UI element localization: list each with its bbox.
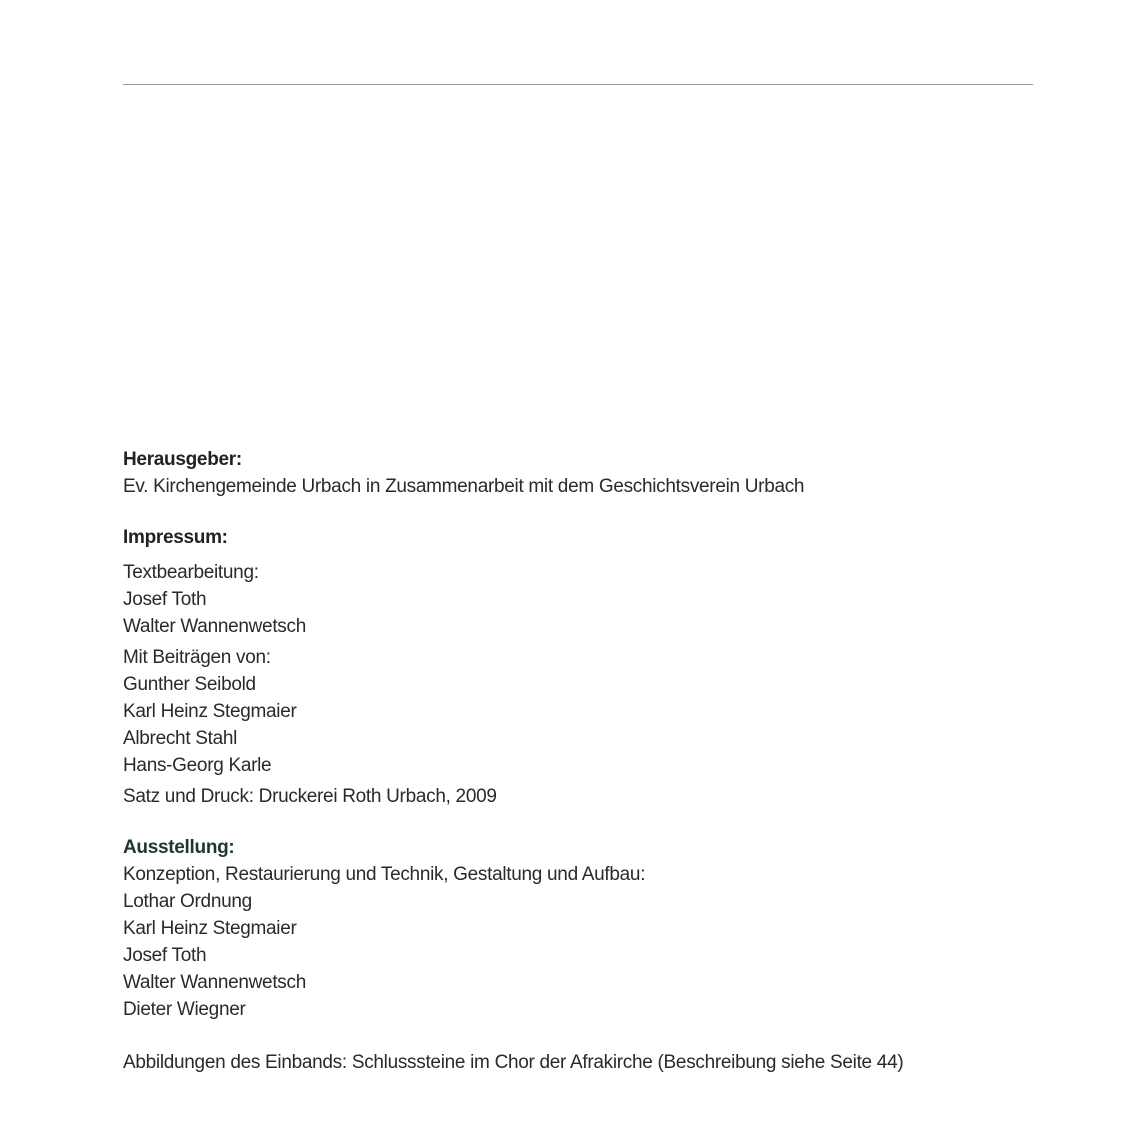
ausstellung-person: Karl Heinz Stegmaier (123, 918, 297, 939)
satz-und-druck: Satz und Druck: Druckerei Roth Urbach, 2009 (123, 786, 497, 807)
imprint-block (123, 446, 1023, 1076)
ausstellung-person: Josef Toth (123, 945, 207, 966)
beitraege-name: Albrecht Stahl (123, 728, 238, 749)
ausstellung-konzeption: Konzeption, Restaurierung und Technik, Gestaltung und Aufbau: (123, 864, 646, 885)
ausstellung-heading: Ausstellung: (123, 837, 235, 858)
ausstellung-person: Lothar Ordnung (123, 891, 252, 912)
impressum-heading: Impressum: (123, 527, 228, 548)
herausgeber-text: Ev. Kirchengemeinde Urbach in Zusammenarbeit mit dem Geschichtsverein Urbach (123, 476, 805, 497)
ausstellung-person: Walter Wannenwetsch (123, 972, 306, 993)
beitraege-name: Karl Heinz Stegmaier (123, 701, 297, 722)
beitraege-label: Mit Beiträgen von: (123, 647, 271, 668)
beitraege-name: Gunther Seibold (123, 674, 256, 695)
top-rule (123, 84, 1033, 85)
herausgeber-heading: Herausgeber: (123, 449, 242, 470)
textbearbeitung-name: Walter Wannenwetsch (123, 616, 306, 637)
ausstellung-person: Dieter Wiegner (123, 999, 246, 1020)
textbearbeitung-label: Textbearbeitung: (123, 562, 259, 583)
abbildungen-note: Abbildungen des Einbands: Schlusssteine im Chor der Afrakirche (Beschreibung siehe Seite 44) (123, 1052, 904, 1073)
textbearbeitung-name: Josef Toth (123, 589, 207, 610)
beitraege-name: Hans-Georg Karle (123, 755, 272, 776)
